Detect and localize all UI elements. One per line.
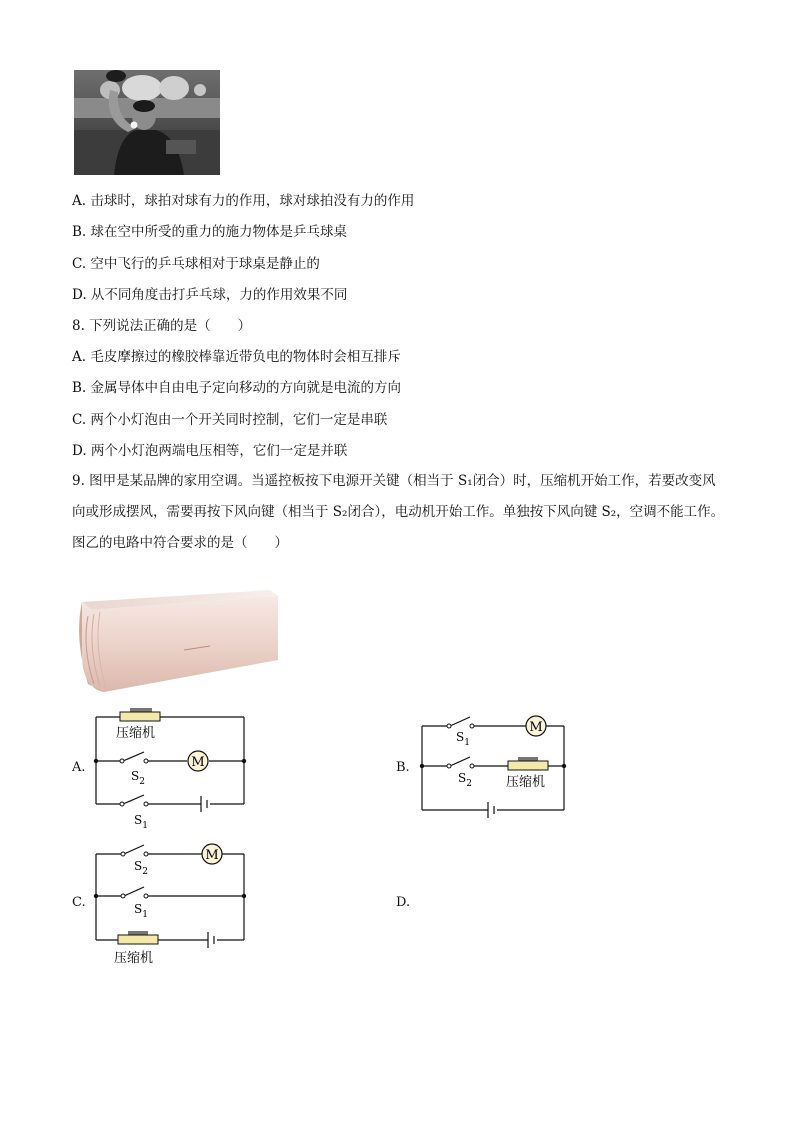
q7-option-b: B. 球在空中所受的重力的施力物体是乒乓球桌 xyxy=(72,224,348,240)
motor-label: M xyxy=(191,755,205,770)
switch-s2-label: $S_2$ xyxy=(458,771,472,789)
switch-s1-label: $S_1$ xyxy=(134,902,148,920)
compressor-symbol xyxy=(118,935,158,944)
q8-option-a: A. 毛皮摩擦过的橡胶棒靠近带负电的物体时会相互排斥 xyxy=(72,349,401,365)
option-c-label: C. xyxy=(72,895,86,910)
air-conditioner-photo xyxy=(74,588,280,698)
option-a-label: A. xyxy=(72,760,86,775)
circuit-b xyxy=(412,710,574,830)
table-tennis-photo xyxy=(74,70,220,175)
compressor-top xyxy=(518,757,538,761)
circuit-a xyxy=(90,700,252,830)
option-d-label: D. xyxy=(396,895,411,910)
switch-s1-label: $S_1$ xyxy=(134,813,148,830)
q8-option-d: D. 两个小灯泡两端电压相等，它们一定是并联 xyxy=(72,443,348,459)
q7-option-c: C. 空中飞行的乒乓球相对于球桌是静止的 xyxy=(72,256,320,272)
switch-s2-label: $S_2$ xyxy=(134,859,148,877)
q8-stem: 8. 下列说法正确的是（ ） xyxy=(72,318,252,334)
compressor-top xyxy=(128,931,148,935)
motor-label: M xyxy=(529,720,543,735)
compressor-label: 压缩机 xyxy=(114,951,154,966)
q7-option-d: D. 从不同角度击打乒乓球，力的作用效果不同 xyxy=(72,287,348,303)
switch-s1-label: $S_1$ xyxy=(456,730,470,748)
table-tennis-player-image xyxy=(74,70,220,175)
compressor-label: 压缩机 xyxy=(116,726,156,741)
q7-option-a: A. 击球时，球拍对球有力的作用，球对球拍没有力的作用 xyxy=(72,193,415,209)
compressor-label: 压缩机 xyxy=(506,775,546,790)
q8-option-c: C. 两个小灯泡由一个开关同时控制，它们一定是串联 xyxy=(72,412,388,428)
circuit-c xyxy=(90,840,252,970)
switch-s2-label: $S_2$ xyxy=(131,769,145,787)
motor-label: M xyxy=(205,848,219,863)
compressor-symbol xyxy=(120,712,160,721)
compressor-symbol xyxy=(508,761,548,770)
option-b-label: B. xyxy=(396,760,410,775)
q9-stem: 9. 图甲是某品牌的家用空调。当遥控板按下电源开关键（相当于 S₁闭合）时，压缩机开始工作，若要改变风向或形成摆风，需要再按下风向键（相当于 S₂闭合），电动机开始工作。单独按下风向键 S₂，空调不能工作。图乙的电路中符合要求的是（ ） xyxy=(72,473,725,551)
air-conditioner-image xyxy=(74,588,280,698)
q8-option-b: B. 金属导体中自由电子定向移动的方向就是电流的方向 xyxy=(72,380,402,396)
compressor-top xyxy=(130,708,152,712)
